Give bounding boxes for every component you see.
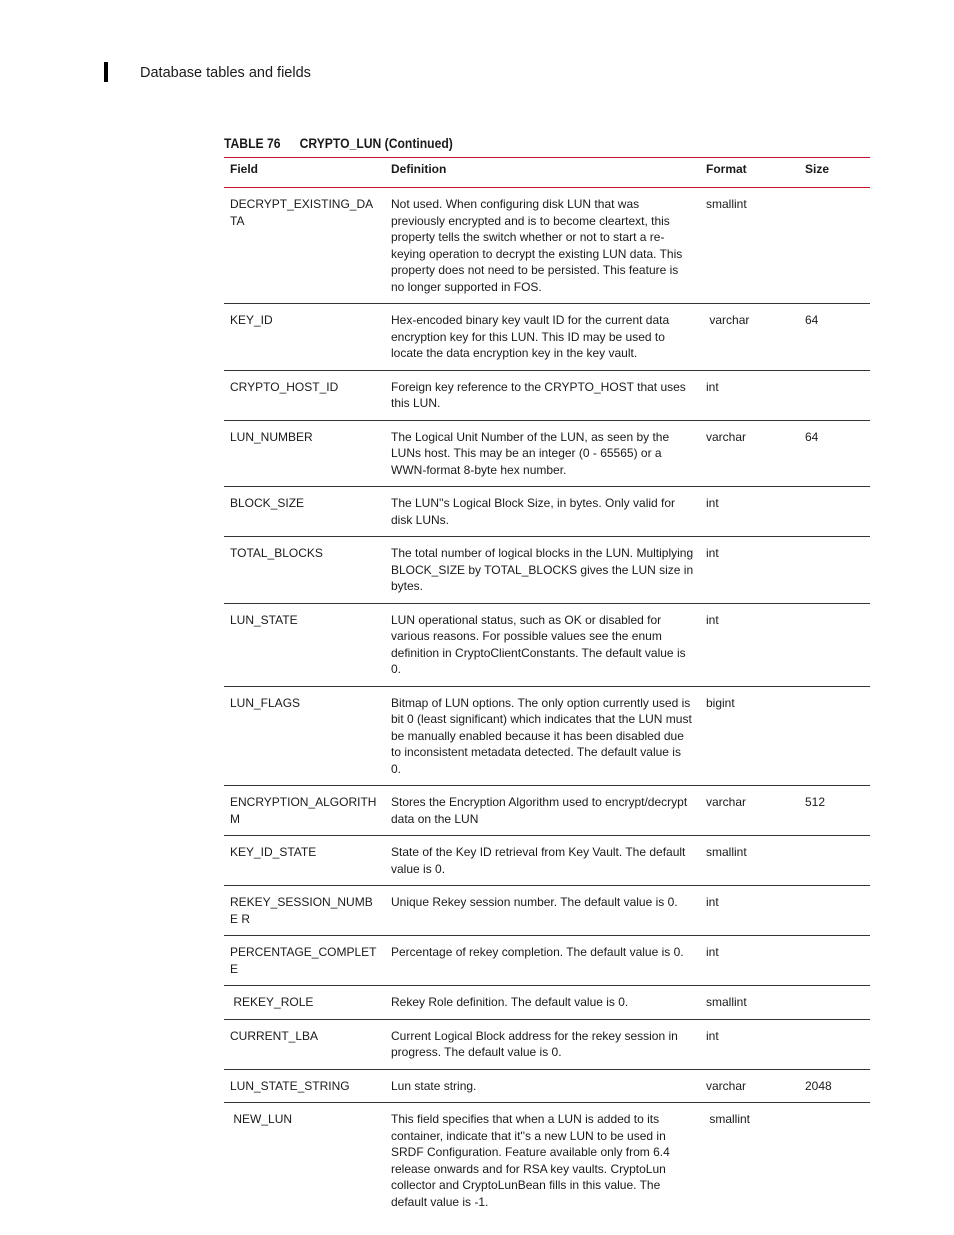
table-row	[224, 786, 870, 836]
table-body	[224, 188, 870, 1219]
cell-format: int	[700, 936, 799, 986]
cell-field: LUN_FLAGS	[224, 686, 385, 786]
cell-size: 64	[799, 304, 870, 371]
column-header-size: Size	[799, 158, 870, 188]
table-row	[224, 1019, 870, 1069]
cell-size	[799, 370, 870, 420]
table-row	[224, 537, 870, 604]
running-header: Database tables and fields	[140, 65, 311, 81]
column-header-definition: Definition	[385, 158, 700, 188]
cell-definition: Unique Rekey session number. The default value is 0.	[385, 886, 700, 936]
cell-definition: Stores the Encryption Algorithm used to encrypt/decrypt data on the LUN	[385, 786, 700, 836]
table-row	[224, 188, 870, 304]
cell-definition: The Logical Unit Number of the LUN, as seen by the LUNs host. This may be an integer (0 - 65565) or a WWN-format 8-byte hex number.	[385, 420, 700, 487]
cell-field: REKEY_ROLE	[224, 986, 385, 1020]
cell-definition: Current Logical Block address for the rekey session in progress. The default value is 0.	[385, 1019, 700, 1069]
cell-size	[799, 487, 870, 537]
cell-field: CURRENT_LBA	[224, 1019, 385, 1069]
cell-definition: The LUN''s Logical Block Size, in bytes. Only valid for disk LUNs.	[385, 487, 700, 537]
cell-size	[799, 686, 870, 786]
cell-format: int	[700, 1019, 799, 1069]
cell-field: TOTAL_BLOCKS	[224, 537, 385, 604]
cell-field: BLOCK_SIZE	[224, 487, 385, 537]
cell-definition: Not used. When configuring disk LUN that was previously encrypted and is to become cleartext, this property tells the switch whether or not to start a re-keying operation to decrypt the existing LUN data. This property does not need to be persisted. This feature is no longer supported in FOS.	[385, 188, 700, 304]
table-header-row	[224, 158, 870, 188]
cell-format: varchar	[700, 304, 799, 371]
cell-size	[799, 603, 870, 686]
cell-field: DECRYPT_EXISTING_DATA	[224, 188, 385, 304]
cell-format: smallint	[700, 836, 799, 886]
table-label: TABLE 76	[224, 136, 281, 151]
cell-definition: Percentage of rekey completion. The default value is 0.	[385, 936, 700, 986]
cell-format: int	[700, 886, 799, 936]
cell-size	[799, 1019, 870, 1069]
cell-size: 2048	[799, 1069, 870, 1103]
column-header-field: Field	[224, 158, 385, 188]
table-row	[224, 1103, 870, 1219]
table-row	[224, 420, 870, 487]
cell-format: smallint	[700, 986, 799, 1020]
cell-field: CRYPTO_HOST_ID	[224, 370, 385, 420]
cell-size	[799, 836, 870, 886]
cell-definition: State of the Key ID retrieval from Key Vault. The default value is 0.	[385, 836, 700, 886]
cell-size	[799, 886, 870, 936]
cell-size: 512	[799, 786, 870, 836]
change-bar	[104, 62, 108, 82]
cell-definition: Hex-encoded binary key vault ID for the current data encryption key for this LUN. This ID may be used to locate the data encryption key in the key vault.	[385, 304, 700, 371]
cell-size: 64	[799, 420, 870, 487]
cell-format: int	[700, 487, 799, 537]
cell-definition: LUN operational status, such as OK or disabled for various reasons. For possible values see the enum definition in CryptoClientConstants. The default value is 0.	[385, 603, 700, 686]
cell-field: KEY_ID	[224, 304, 385, 371]
table-title: CRYPTO_LUN (Continued)	[299, 136, 453, 151]
cell-format: varchar	[700, 1069, 799, 1103]
cell-definition: Lun state string.	[385, 1069, 700, 1103]
table-caption	[224, 136, 453, 151]
column-header-format: Format	[700, 158, 799, 188]
cell-definition: Bitmap of LUN options. The only option currently used is bit 0 (least significant) which indicates that the LUN must be manually enabled because it has been disabled due to inconsistent metadata detected. The default value is 0.	[385, 686, 700, 786]
table-container	[224, 157, 870, 1218]
table-row	[224, 886, 870, 936]
cell-format: smallint	[706, 1112, 751, 1126]
cell-definition: The total number of logical blocks in the LUN. Multiplying BLOCK_SIZE by TOTAL_BLOCKS gives the LUN size in bytes.	[385, 537, 700, 604]
cell-field: REKEY_SESSION_NUMBE R	[224, 886, 385, 936]
cell-format: int	[700, 603, 799, 686]
cell-size	[799, 188, 870, 304]
cell-size	[799, 1103, 870, 1219]
table-row	[224, 603, 870, 686]
cell-definition: This field specifies that when a LUN is added to its container, indicate that it''s a new LUN to be used in SRDF Configuration. Feature available only from 6.4 release onwards and for RSA key vaults. CryptoLun collector and CryptoLunBean fills in this value. The default value is -1.	[391, 1112, 670, 1209]
cell-size	[799, 537, 870, 604]
table-row	[224, 304, 870, 371]
table-row	[224, 370, 870, 420]
cell-field: LUN_STATE	[224, 603, 385, 686]
table-row	[224, 1069, 870, 1103]
table-row	[224, 986, 870, 1020]
table-row	[224, 686, 870, 786]
cell-field: KEY_ID_STATE	[224, 836, 385, 886]
table-row	[224, 487, 870, 537]
cell-format: int	[700, 537, 799, 604]
cell-format: varchar	[700, 786, 799, 836]
table-row	[224, 836, 870, 886]
cell-size	[799, 986, 870, 1020]
cell-field: NEW_LUN	[230, 1112, 293, 1126]
cell-size	[799, 936, 870, 986]
cell-field: PERCENTAGE_COMPLETE	[224, 936, 385, 986]
crypto-lun-table	[224, 157, 870, 1218]
cell-format: smallint	[700, 188, 799, 304]
cell-field: LUN_NUMBER	[224, 420, 385, 487]
cell-definition: Foreign key reference to the CRYPTO_HOST that uses this LUN.	[385, 370, 700, 420]
cell-field: LUN_STATE_STRING	[224, 1069, 385, 1103]
cell-format: varchar	[700, 420, 799, 487]
cell-format: bigint	[700, 686, 799, 786]
cell-field: ENCRYPTION_ALGORITHM	[224, 786, 385, 836]
cell-definition: Rekey Role definition. The default value is 0.	[385, 986, 700, 1020]
table-row	[224, 936, 870, 986]
cell-format: int	[700, 370, 799, 420]
